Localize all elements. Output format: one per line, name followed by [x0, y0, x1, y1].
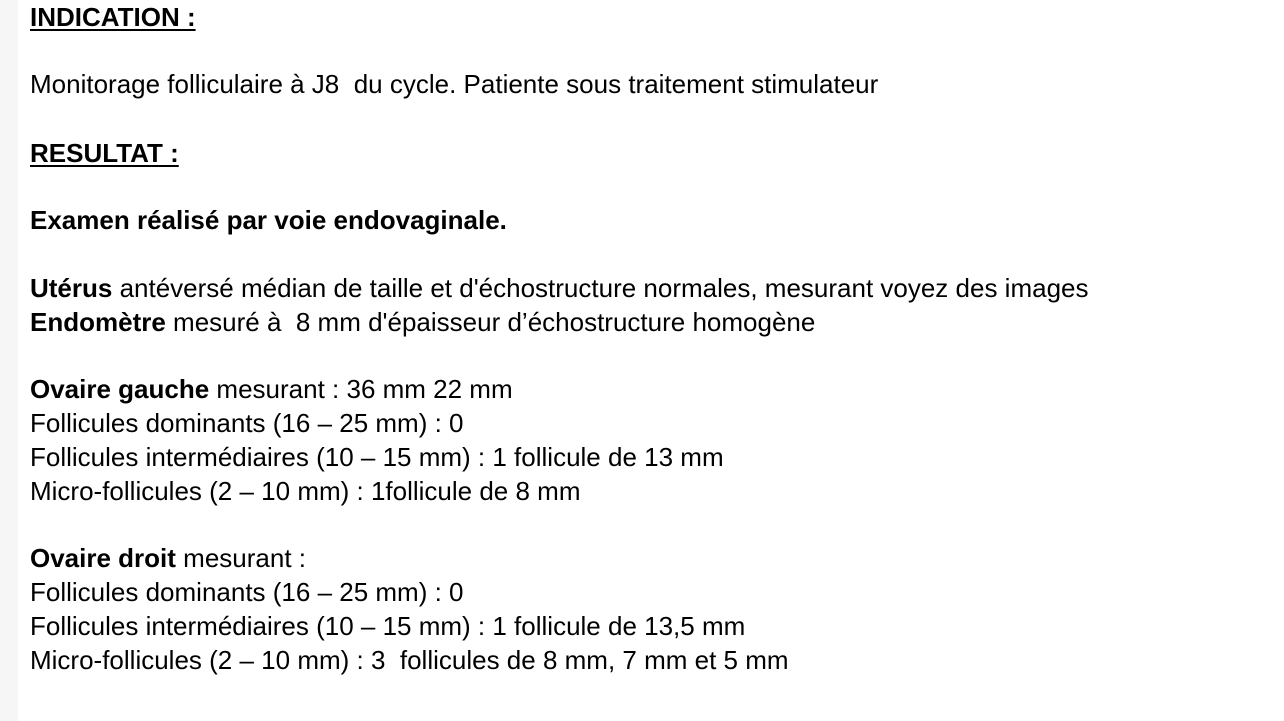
ovaire-droit-dominants: Follicules dominants (16 – 25 mm) : 0: [30, 577, 464, 607]
ovaire-droit-label: Ovaire droit: [30, 543, 176, 573]
ovaire-gauche-dominants: Follicules dominants (16 – 25 mm) : 0: [30, 408, 464, 438]
ovaire-droit-micro: Micro-follicules (2 – 10 mm) : 3 follicules de 8 mm, 7 mm et 5 mm: [30, 645, 789, 675]
document-page: [18, 0, 1284, 721]
exam-method: Examen réalisé par voie endovaginale.: [30, 205, 507, 235]
endometre-line: [30, 305, 815, 339]
ovaire-gauche-text: mesurant : 36 mm 22 mm: [209, 374, 513, 404]
indication-text: Monitorage folliculaire à J8 du cycle. Patiente sous traitement stimulateur: [30, 69, 879, 99]
ovaire-droit-text: mesurant :: [175, 543, 306, 573]
ovaire-gauche-line: [30, 372, 513, 406]
ovaire-gauche-label: Ovaire gauche: [30, 374, 210, 404]
endometre-text: mesuré à 8 mm d'épaisseur d’échostructure homogène: [165, 307, 816, 337]
resultat-heading: RESULTAT :: [30, 138, 179, 168]
uterus-label: Utérus: [30, 273, 113, 303]
ovaire-droit-intermediaires: Follicules intermédiaires (10 – 15 mm) : 1 follicule de 13,5 mm: [30, 611, 746, 641]
ovaire-gauche-micro: Micro-follicules (2 – 10 mm) : 1follicule de 8 mm: [30, 476, 581, 506]
indication-heading: INDICATION :: [30, 2, 196, 32]
uterus-text: antéversé médian de taille et d'échostructure normales, mesurant voyez des images: [112, 273, 1089, 303]
uterus-line: [30, 271, 1089, 305]
ovaire-droit-line: [30, 541, 306, 575]
ovaire-gauche-intermediaires: Follicules intermédiaires (10 – 15 mm) : 1 follicule de 13 mm: [30, 442, 724, 472]
endometre-label: Endomètre: [30, 307, 166, 337]
